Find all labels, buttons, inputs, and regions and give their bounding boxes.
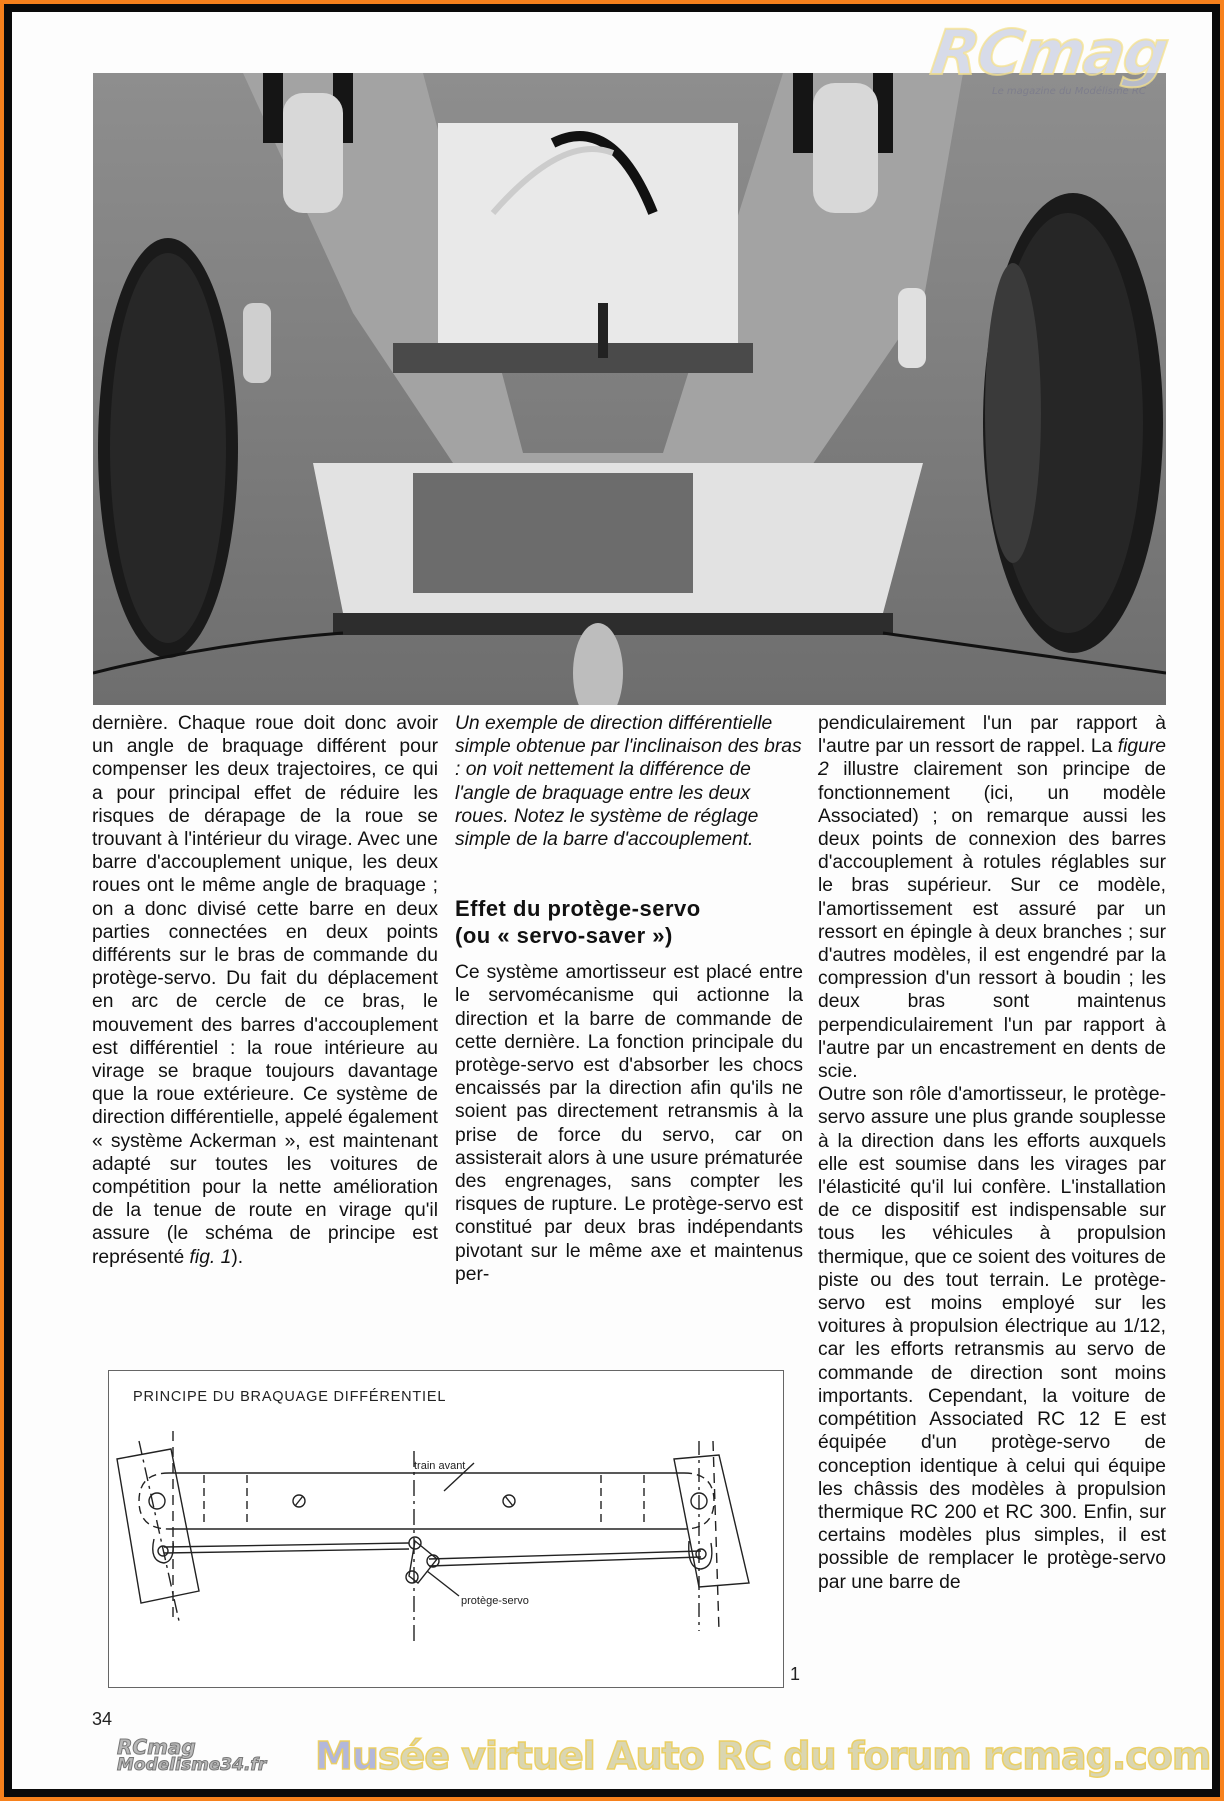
figure-title: PRINCIPE DU BRAQUAGE DIFFÉRENTIEL: [133, 1389, 447, 1405]
article-column-3: [818, 712, 1166, 1594]
label-protege-servo: protège-servo: [461, 1595, 529, 1607]
figure-reference: figure 2: [818, 736, 1166, 781]
chassis-photo-illustration: [93, 73, 1166, 705]
chassis-photo: [93, 73, 1166, 705]
figure-reference: fig. 1: [189, 1246, 232, 1268]
photo-caption: Un exemple de direction différentielle simple obtenue par l'inclinaison des bras : on voit nettement la différence de l'angle de braquage entre les deux roues. Notez le système de réglage simple de la barre d'accouplement.: [455, 713, 802, 851]
article-column-1: [92, 712, 438, 1269]
figure-number: 1: [790, 1664, 801, 1684]
page-number: 34: [92, 1709, 113, 1729]
label-train-avant: train avant: [414, 1460, 466, 1472]
column-3-paragraph-1: pendiculairement l'un par rapport à l'autre par un ressort de rappel. La figure 2 illustre clairement son principe de fonctionnement (ici, un modèle Associated) ; on remarque aussi les deux points de connexion des barres d'accouplement à rotules réglables sur le bras supérieur. Sur ce modèle, l'amortissement est assuré par un ressort en épingle à deux branches ; sur d'autres modèles, il est engendré par la compression d'un ressort à boudin ; les deux bras sont maintenus perpendiculairement l'un par rapport à l'autre par un encastrement en dents de scie.: [818, 713, 1166, 1083]
rcmag-watermark-top: [926, 16, 1212, 108]
museum-banner-text: Musée virtuel Auto RC du forum rcmag.com: [315, 1734, 1211, 1778]
rcmag-logo: RCmag: [926, 16, 1172, 89]
column-2-paragraph: Ce système amortisseur est placé entre le servomécanisme qui actionne la direction et la barre de commande de cette dernière. La fonction principale du protège-servo est d'absorber les chocs encaissés par la direction afin qu'ils ne soient pas directement retransmis à la prise de force du servo, car on assisterait alors à une usure prématurée des engrenages, sans compter les risques de rupture. Le protège-servo est constitué par deux bras indépendants pivotant sur le même axe et maintenus per-: [455, 962, 803, 1285]
article-column-2: [455, 712, 803, 1286]
figure-1-diagram: [108, 1370, 784, 1688]
rcmag-watermark-bottom: [117, 1734, 1212, 1788]
steering-diagram: [109, 1371, 783, 1687]
rcmag-tagline: Le magazine du Modélisme RC: [992, 86, 1146, 97]
column-3-paragraph-2: Outre son rôle d'amortisseur, le protège-servo assure une plus grande souplesse à la direction dans les efforts auxquels elle est soumise dans les virages par l'élasticité qu'il lui confère. L'installation de ce dispositif est indispensable sur tous les véhicules à propulsion thermique, que ce soient des voitures de piste ou des tout terrain. Le protège-servo est moins employé sur les voitures à propulsion électrique au 1/12, car les efforts retransmis au servo de commande de direction sont moins importants. Cependant, la voiture de compétition Associated RC 12 E est équipée d'un protège-servo de conception identique à celui qui équipe les châssis des modèles à propulsion thermique RC 200 et RC 300. Enfin, sur certains modèles plus simples, il est possible de remplacer le protège-servo par une barre de: [818, 1084, 1166, 1593]
magazine-page: [12, 12, 1212, 1789]
modelisme34-logo: RCmag Modelisme34.fr: [117, 1735, 267, 1775]
column-1-paragraph: dernière. Chaque roue doit donc avoir un angle de braquage différent pour compenser les deux trajectoires, ce qui a pour principal effet de réduire les risques de dérapage de la roue se trouvant à l'intérieur du virage. Avec une barre d'accouplement unique, les deux roues ont le même angle de braquage ; on a donc divisé cette barre en deux parties connectées en deux points différents sur le bras de commande du protège-servo. Du fait du déplacement en arc de cercle de ce bras, le mouvement des barres d'accouplement est différentiel : la roue intérieure au virage se braque toujours davantage que la roue extérieure. Ce système de direction différentielle, appelé également « système Ackerman », est maintenant adapté sur toutes les voitures de compétition pour la nette amélioration de la tenue de route en virage qu'il assure (le schéma de principe est représenté fig. 1).: [92, 713, 438, 1268]
section-heading: Effet du protège-servo (ou « servo-saver »): [455, 896, 701, 949]
